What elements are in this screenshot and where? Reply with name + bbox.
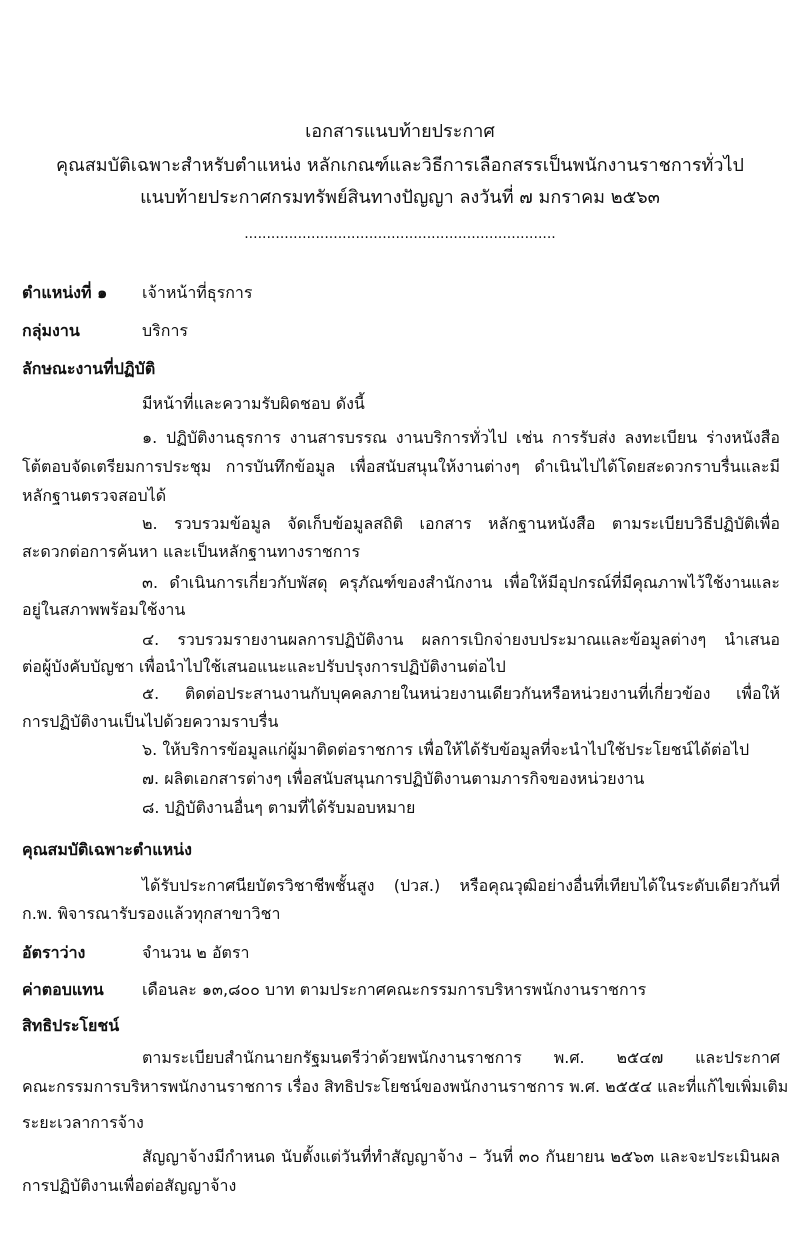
duty-item-cont: หลักฐานตรวจสอบได้ [22, 486, 167, 505]
benefits-text-cont: คณะกรรมการบริหารพนักงานราชการ เรื่อง สิทธิประโยชน์ของพนักงานราชการ พ.ศ. ๒๕๕๔ และที่แก้ไขเพิ่มเติม [22, 1077, 789, 1096]
position-value: เจ้าหน้าที่ธุรการ [142, 283, 253, 302]
duty-item: ๕. ติดต่อประสานงานกับบุคคลภายในหน่วยงานเดียวกันหรือหน่วยงานที่เกี่ยวข้อง เพื่อให้ [142, 684, 780, 703]
duty-item: ๔. รวบรวมรายงานผลการปฏิบัติงาน ผลการเบิกจ่ายงบประมาณและข้อมูลต่างๆ นำเสนอ [142, 630, 780, 649]
duty-item-cont: โต้ตอบจัดเตรียมการประชุม การบันทึกข้อมูล เพื่อสนับสนุนให้งานต่างๆ ดำเนินไปได้โดยสะดวกราบรื่นและมี [22, 457, 780, 476]
benefits-text: ตามระเบียบสำนักนายกรัฐมนตรีว่าด้วยพนักงานราชการ พ.ศ. ๒๕๔๗ และประกาศ [142, 1048, 780, 1067]
position-label: ตำแหน่งที่ ๑ [22, 283, 108, 302]
duty-item: ๖. ให้บริการข้อมูลแก่ผู้มาติดต่อราชการ เพื่อให้ได้รับข้อมูลที่จะนำไปใช้ประโยชน์ได้ต่อไป [142, 740, 750, 759]
duties-heading: ลักษณะงานที่ปฏิบัติ [22, 359, 156, 378]
qualifications-text: ได้รับประกาศนียบัตรวิชาชีพชั้นสูง (ปวส.) หรือคุณวุฒิอย่างอื่นที่เทียบได้ในระดับเดียวกันที่ [142, 876, 780, 895]
duty-item: ๗. ผลิตเอกสารต่างๆ เพื่อสนับสนุนการปฏิบัติงานตามภารกิจของหน่วยงาน [142, 769, 645, 788]
duration-text: สัญญาจ้างมีกำหนด นับตั้งแต่วันที่ทำสัญญาจ้าง – วันที่ ๓๐ กันยายน ๒๕๖๓ และจะประเมินผล [142, 1147, 780, 1166]
doc-title: เอกสารแนบท้ายประกาศ [305, 121, 495, 142]
benefits-heading: สิทธิประโยชน์ [22, 1016, 120, 1035]
compensation-value: เดือนละ ๑๓,๘๐๐ บาท ตามประกาศคณะกรรมการบริหารพนักงานราชการ [142, 980, 647, 999]
qualifications-heading: คุณสมบัติเฉพาะตำแหน่ง [22, 840, 192, 859]
qualifications-text-cont: ก.พ. พิจารณารับรองแล้วทุกสาขาวิชา [22, 904, 281, 923]
duties-intro: มีหน้าที่และความรับผิดชอบ ดังนี้ [142, 394, 365, 413]
doc-subtitle-date: แนบท้ายประกาศกรมทรัพย์สินทางปัญญา ลงวันที่ ๗ มกราคม ๒๕๖๓ [140, 187, 660, 208]
vacancies-label: อัตราว่าง [22, 943, 86, 962]
dotted-divider: ...................................................................... [244, 226, 556, 242]
group-value: บริการ [142, 321, 189, 340]
duty-item-cont: การปฏิบัติงานเป็นไปด้วยความราบรื่น [22, 712, 279, 731]
duration-text-cont: การปฏิบัติงานเพื่อต่อสัญญาจ้าง [22, 1176, 237, 1195]
compensation-label: ค่าตอบแทน [22, 980, 104, 999]
group-label: กลุ่มงาน [22, 321, 80, 340]
duty-item: ๑. ปฏิบัติงานธุรการ งานสารบรรณ งานบริการทั่วไป เช่น การรับส่ง ลงทะเบียน ร่างหนังสือ [142, 428, 780, 447]
duty-item-cont: อยู่ในสภาพพร้อมใช้งาน [22, 600, 186, 619]
duration-heading: ระยะเวลาการจ้าง [22, 1113, 144, 1132]
duty-item: ๒. รวบรวมข้อมูล จัดเก็บข้อมูลสถิติ เอกสาร หลักฐานหนังสือ ตามระเบียบวิธีปฏิบัติเพื่อ [142, 514, 780, 533]
duty-item-cont: สะดวกต่อการค้นหา และเป็นหลักฐานทางราชการ [22, 542, 361, 561]
duty-item-cont: ต่อผู้บังคับบัญชา เพื่อนำไปใช้เสนอแนะและปรับปรุงการปฏิบัติงานต่อไป [22, 657, 506, 676]
vacancies-value: จำนวน ๒ อัตรา [142, 943, 250, 962]
duty-item: ๓. ดำเนินการเกี่ยวกับพัสดุ ครุภัณฑ์ของสำนักงาน เพื่อให้มีอุปกรณ์ที่มีคุณภาพไว้ใช้งานและ [142, 573, 780, 592]
doc-subtitle: คุณสมบัติเฉพาะสำหรับตำแหน่ง หลักเกณฑ์และวิธีการเลือกสรรเป็นพนักงานราชการทั่วไป [56, 155, 744, 176]
duty-item: ๘. ปฏิบัติงานอื่นๆ ตามที่ได้รับมอบหมาย [142, 798, 416, 817]
